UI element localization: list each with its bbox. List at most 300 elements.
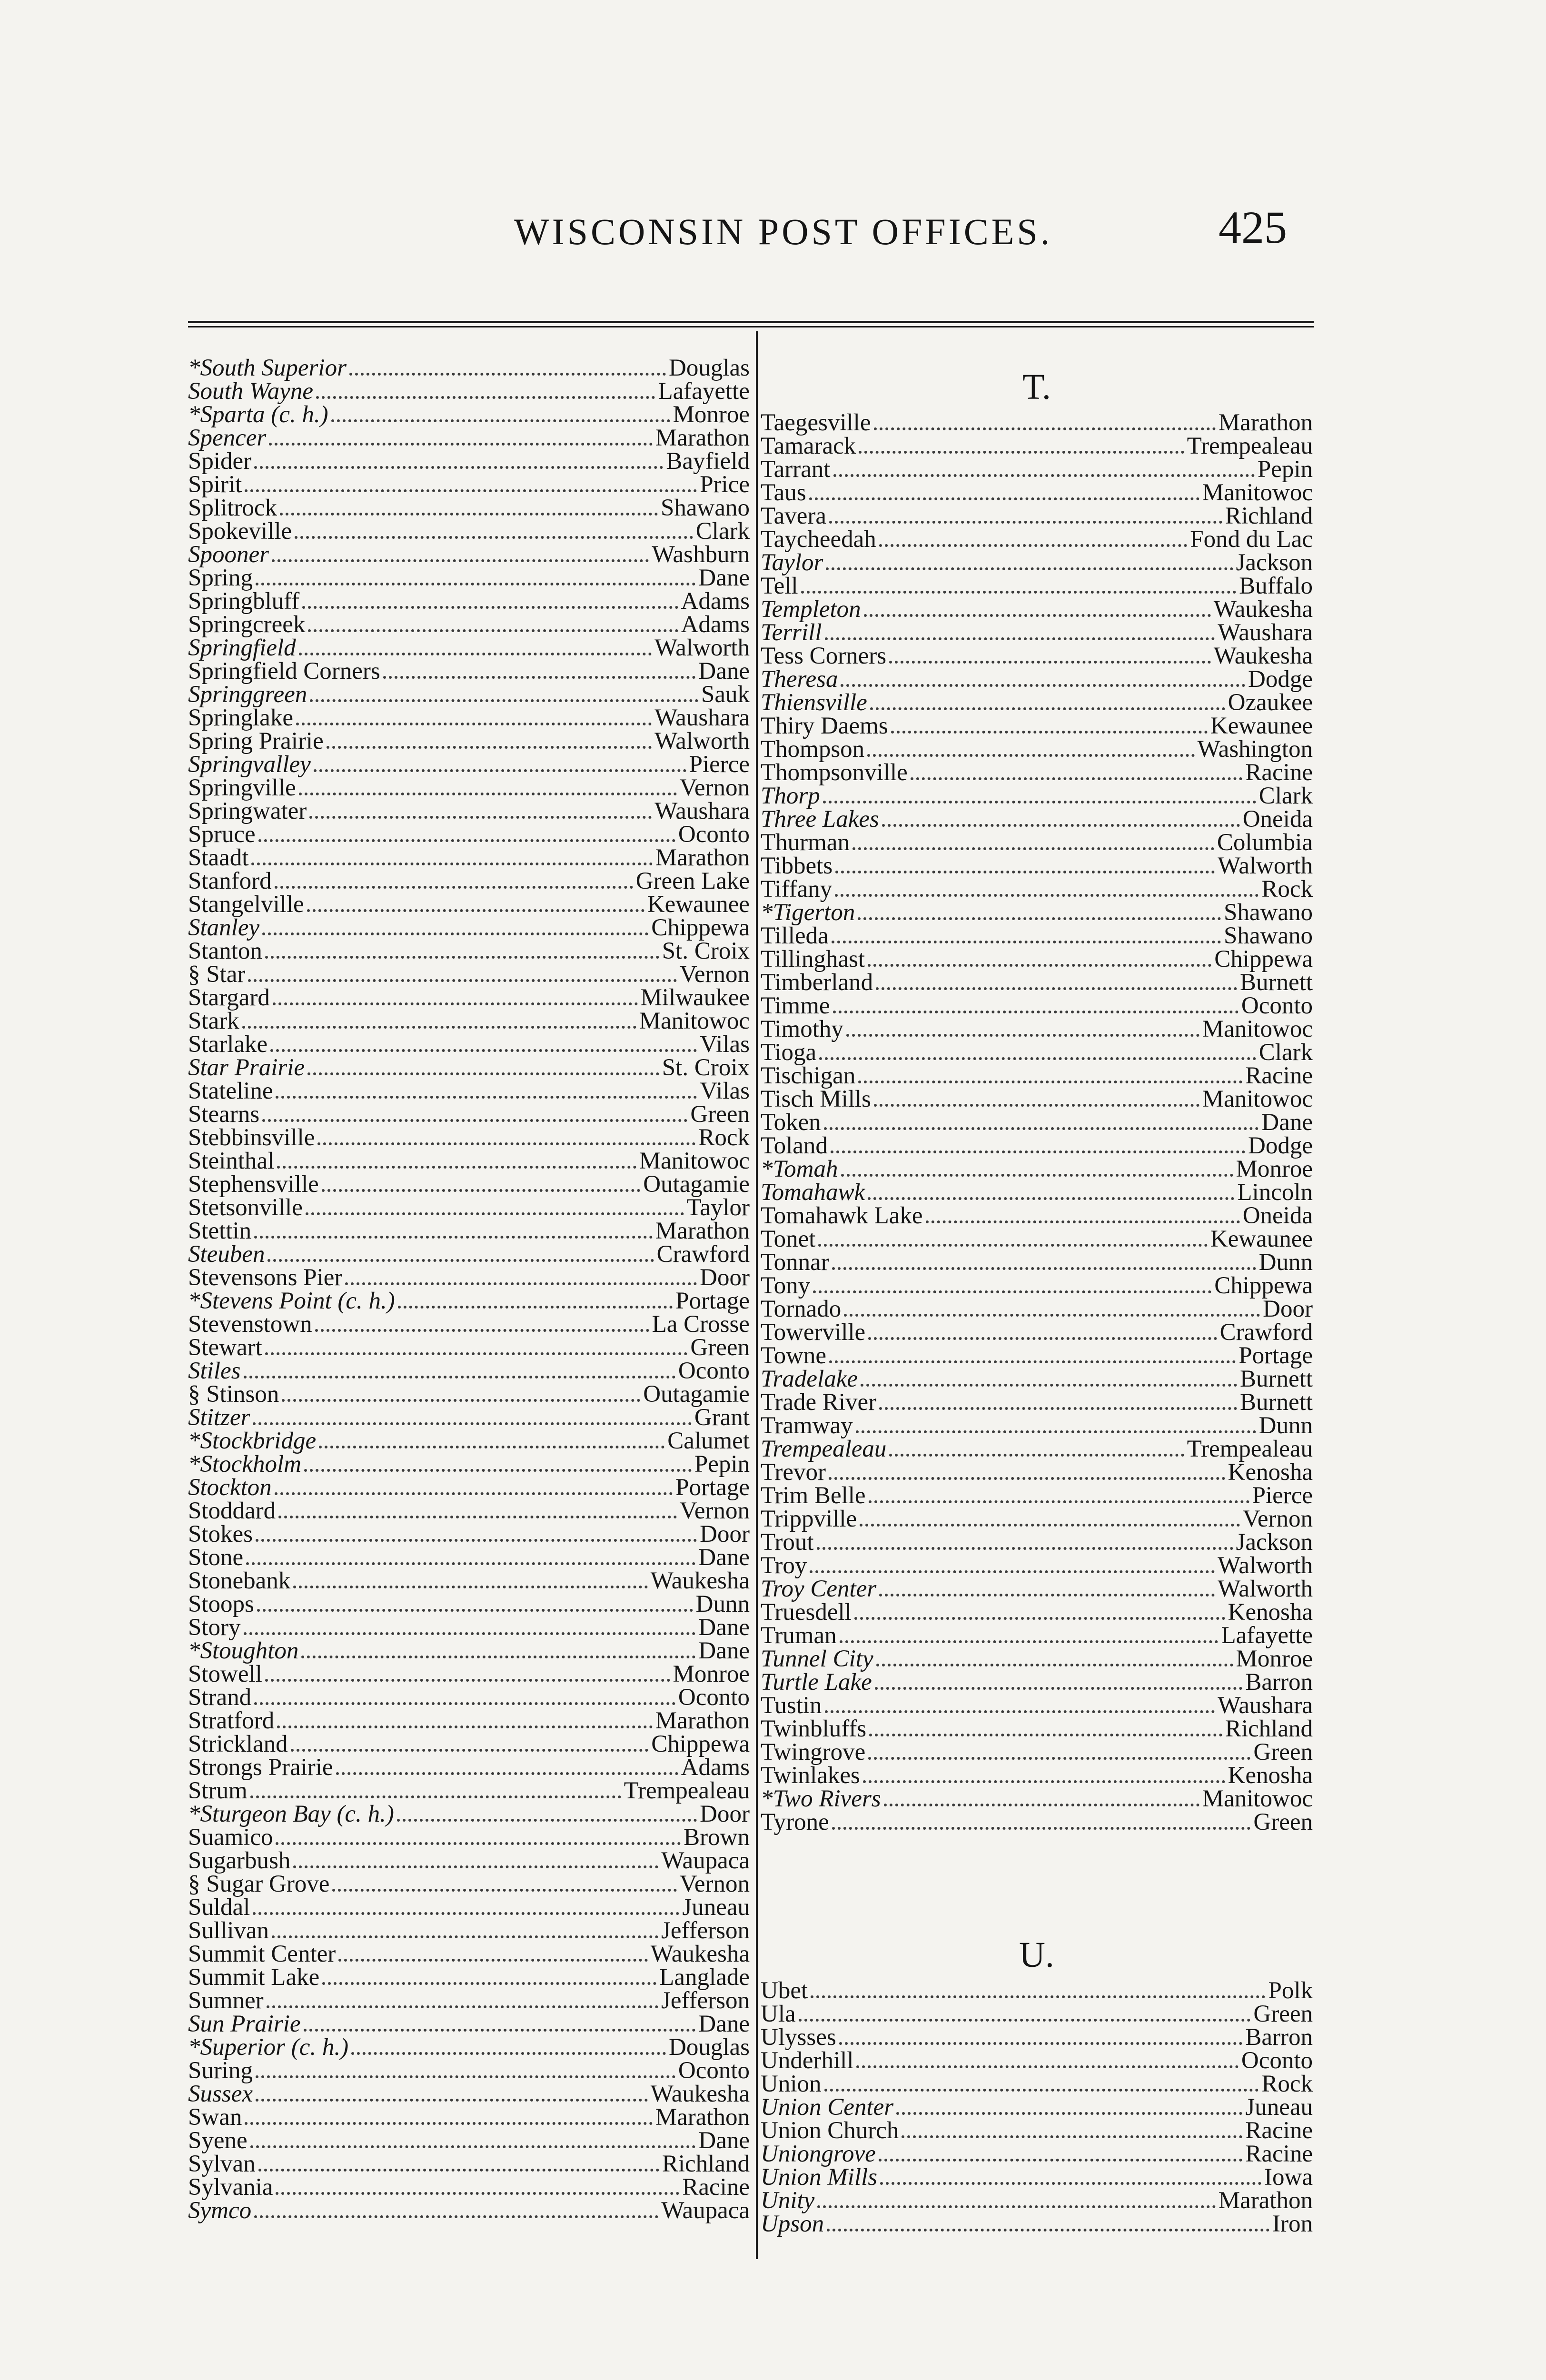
post-office-name: Sullivan	[188, 1917, 269, 1944]
post-office-name: Tell	[761, 573, 798, 599]
post-office-name: Stark	[188, 1008, 239, 1034]
post-office-entry	[761, 969, 1313, 996]
post-office-entry	[761, 2213, 1313, 2236]
post-office-entry	[188, 541, 750, 568]
dot-leader	[265, 1679, 670, 1682]
county-name: Racine	[682, 2174, 750, 2201]
county-name: Dodge	[1248, 1132, 1313, 1159]
post-office-name: Tony	[761, 1272, 811, 1299]
post-office-name: Sun Prairie	[188, 2011, 301, 2037]
post-office-name: Tillinghast	[761, 946, 865, 972]
post-office-name: Strand	[188, 1684, 252, 1711]
post-office-name: *Stevens Point (c. h.)	[188, 1288, 395, 1314]
county-name: St. Croix	[662, 1054, 750, 1081]
county-name: Racine	[1245, 2141, 1313, 2167]
county-name: Dane	[698, 658, 750, 684]
post-office-name: Truman	[761, 1622, 837, 1649]
dot-leader	[308, 629, 678, 632]
post-office-name: Steinthal	[188, 1148, 275, 1174]
post-office-name: *Stockholm	[188, 1451, 301, 1478]
dot-leader	[254, 1236, 653, 1239]
post-office-entry	[761, 1622, 1313, 1649]
post-office-entry	[761, 922, 1313, 949]
dot-leader	[832, 1267, 1256, 1270]
county-name: Shawano	[661, 495, 750, 521]
post-office-name: Swan	[188, 2104, 242, 2131]
post-office-name: Tonnar	[761, 1249, 829, 1276]
county-name: Monroe	[673, 401, 750, 428]
county-name: Waukesha	[1213, 643, 1313, 669]
dot-leader	[868, 1757, 1250, 1760]
dot-leader	[825, 1710, 1215, 1713]
post-office-name: Twinbluffs	[761, 1716, 867, 1742]
post-office-name: Stratford	[188, 1707, 275, 1734]
dot-leader	[852, 847, 1214, 850]
county-name: Vernon	[1242, 1506, 1313, 1532]
post-office-entry	[188, 1124, 750, 1151]
county-name: Walworth	[654, 635, 750, 661]
county-name: Oconto	[678, 1684, 750, 1711]
dot-leader	[868, 1337, 1217, 1340]
county-name: Dodge	[1248, 666, 1313, 693]
post-office-entry	[188, 681, 750, 708]
dot-leader	[869, 1734, 1222, 1736]
county-name: Waupaca	[661, 2197, 750, 2224]
post-office-name: Thorp	[761, 783, 820, 809]
county-name: Marathon	[655, 1218, 750, 1244]
post-office-name: Syene	[188, 2127, 248, 2154]
dot-leader	[310, 699, 698, 702]
county-name: Vilas	[700, 1078, 750, 1104]
post-office-name: Terrill	[761, 619, 822, 646]
dot-leader	[926, 1220, 1240, 1223]
dot-leader	[276, 1842, 681, 1845]
post-office-name: Thiry Daems	[761, 713, 888, 739]
post-office-entry	[761, 1438, 1313, 1461]
post-office-entry	[188, 520, 750, 544]
post-office-name: *Sparta (c. h.)	[188, 401, 328, 428]
county-name: Manitowoc	[1202, 1016, 1313, 1042]
post-office-entry	[188, 1334, 750, 1361]
post-office-entry	[188, 870, 750, 893]
dot-leader	[911, 777, 1243, 780]
post-office-name: Taegesville	[761, 409, 871, 436]
county-name: Vernon	[679, 1871, 750, 1897]
post-office-entry	[761, 1671, 1313, 1695]
post-office-name: Springfield	[188, 635, 296, 661]
post-office-entry	[188, 963, 750, 987]
dot-leader	[254, 2215, 658, 2218]
post-office-entry	[761, 2143, 1313, 2166]
post-office-entry	[188, 1080, 750, 1103]
post-office-name: Starlake	[188, 1031, 268, 1058]
dot-leader	[835, 894, 1259, 897]
post-office-name: Stevensons Pier	[188, 1264, 343, 1291]
dot-leader	[257, 1609, 693, 1612]
post-office-entry	[761, 1648, 1313, 1671]
county-name: Jackson	[1236, 549, 1313, 576]
post-office-name: Tomahawk	[761, 1179, 865, 1206]
post-office-entry	[761, 1251, 1313, 1275]
county-name: Clark	[1259, 1039, 1313, 1066]
dot-leader	[275, 1492, 673, 1495]
county-name: Sauk	[701, 681, 750, 708]
dot-leader	[291, 1749, 649, 1752]
post-office-name: Springlake	[188, 704, 293, 731]
dot-leader	[826, 567, 1233, 570]
dot-leader	[818, 1244, 1207, 1247]
post-office-entry	[761, 575, 1313, 598]
post-office-entry	[761, 549, 1313, 576]
section-heading-u: U.	[1019, 1934, 1054, 1975]
post-office-entry	[188, 1637, 750, 1664]
dot-leader	[876, 987, 1237, 990]
county-name: Oconto	[678, 821, 750, 848]
post-office-entry	[188, 1686, 750, 1710]
post-office-entry	[188, 1313, 750, 1337]
county-name: Walworth	[1218, 1576, 1313, 1602]
county-name: Buffalo	[1239, 573, 1313, 599]
dot-leader	[859, 451, 1184, 454]
post-office-entry	[761, 1692, 1313, 1719]
county-name: Marathon	[655, 844, 750, 871]
dot-leader	[823, 801, 1256, 803]
dot-leader	[304, 1469, 692, 1472]
post-office-name: Ubet	[761, 1977, 808, 2004]
post-office-entry	[188, 1803, 750, 1826]
post-office-name: § Star	[188, 961, 246, 988]
post-office-entry	[761, 458, 1313, 482]
county-name: Trempealeau	[1187, 433, 1313, 459]
post-office-entry	[188, 1873, 750, 1896]
post-office-entry	[761, 1741, 1313, 1765]
county-name: Kewaunee	[647, 891, 750, 918]
post-office-name: Stoops	[188, 1591, 254, 1617]
county-name: Portage	[675, 1474, 750, 1501]
dot-leader	[349, 373, 666, 376]
post-office-entry	[188, 1194, 750, 1221]
post-office-name: Spring	[188, 565, 253, 591]
county-name: Fond du Lac	[1190, 526, 1313, 553]
county-name: Oconto	[678, 1358, 750, 1384]
dot-leader	[860, 1524, 1240, 1527]
post-office-entry	[188, 2197, 750, 2224]
post-office-name: Truesdell	[761, 1599, 852, 1626]
county-name: Vernon	[679, 774, 750, 801]
dot-leader	[256, 2099, 648, 2102]
county-name: Waukesha	[650, 2081, 750, 2107]
county-name: Burnett	[1240, 969, 1313, 996]
post-office-name: Thompson	[761, 736, 865, 763]
post-office-entry	[761, 1158, 1313, 1181]
post-office-entry	[761, 1482, 1313, 1509]
post-office-entry	[761, 785, 1313, 808]
county-name: Oconto	[678, 2057, 750, 2084]
dot-leader	[863, 1780, 1225, 1783]
post-office-name: Stebbinsville	[188, 1124, 315, 1151]
county-name: Jefferson	[661, 1917, 750, 1944]
post-office-name: Toland	[761, 1132, 828, 1159]
county-name: Washington	[1197, 736, 1313, 763]
post-office-entry	[188, 730, 750, 754]
county-name: Dane	[698, 565, 750, 591]
dot-leader	[272, 559, 649, 562]
dot-leader	[902, 2135, 1242, 2138]
dot-leader	[253, 1912, 679, 1915]
post-office-entry	[188, 1826, 750, 1850]
post-office-name: Underhill	[761, 2047, 854, 2074]
post-office-entry	[761, 878, 1313, 902]
post-office-name: Tibbets	[761, 853, 833, 879]
post-office-entry	[188, 1943, 750, 1966]
post-office-entry	[761, 1578, 1313, 1601]
county-name: Lafayette	[1221, 1622, 1313, 1649]
post-office-name: Sylvan	[188, 2151, 256, 2177]
post-office-name: Stiles	[188, 1358, 241, 1384]
section-t-entries	[761, 409, 1313, 1835]
county-name: Kenosha	[1228, 1599, 1313, 1626]
county-name: Barron	[1245, 1669, 1313, 1696]
dot-leader	[307, 909, 644, 912]
county-name: Chippewa	[1214, 1272, 1313, 1299]
post-office-name: Timme	[761, 992, 830, 1019]
county-name: Green	[1253, 1739, 1313, 1765]
post-office-entry	[188, 660, 750, 684]
post-office-entry	[188, 1707, 750, 1734]
post-office-name: Tomahawk Lake	[761, 1202, 923, 1229]
county-name: Marathon	[655, 2104, 750, 2131]
post-office-entry	[188, 1616, 750, 1640]
dot-leader	[875, 1687, 1243, 1690]
dot-leader	[841, 1174, 1233, 1177]
post-office-entry	[188, 704, 750, 731]
post-office-entry	[761, 1977, 1313, 2004]
post-office-name: Ulysses	[761, 2024, 836, 2051]
dot-leader	[829, 521, 1222, 524]
post-office-name: Trempealeau	[761, 1436, 887, 1462]
dot-leader	[858, 1081, 1242, 1083]
dot-leader	[801, 591, 1237, 594]
county-name: Oconto	[1241, 2047, 1313, 2074]
dot-leader	[295, 536, 693, 539]
post-office-entry	[761, 1018, 1313, 1041]
post-office-entry	[188, 401, 750, 428]
post-office-name: Staadt	[188, 844, 249, 871]
post-office-entry	[188, 1917, 750, 1944]
post-office-name: Springville	[188, 774, 296, 801]
county-name: Door	[700, 1521, 750, 1547]
county-name: Burnett	[1240, 1389, 1313, 1416]
county-name: Rock	[698, 1124, 750, 1151]
post-office-entry	[188, 1264, 750, 1291]
dot-leader	[299, 653, 652, 655]
post-office-entry	[188, 1220, 750, 1243]
post-office-name: Timothy	[761, 1016, 843, 1042]
dot-leader	[256, 583, 695, 585]
header-double-rule	[188, 321, 1314, 327]
dot-leader	[829, 1360, 1236, 1363]
post-office-entry	[761, 1531, 1313, 1555]
county-name: Monroe	[1236, 1156, 1313, 1182]
post-office-name: Stanley	[188, 914, 260, 941]
dot-leader	[296, 723, 652, 725]
post-office-entry	[761, 1508, 1313, 1531]
post-office-entry	[761, 1391, 1313, 1415]
dot-leader	[304, 2029, 696, 2032]
post-office-name: Springcreek	[188, 611, 306, 638]
post-office-name: Stearns	[188, 1101, 260, 1128]
county-name: Dane	[698, 1614, 750, 1641]
post-office-name: Stewart	[188, 1334, 262, 1361]
dot-leader	[861, 1384, 1237, 1387]
post-office-name: *Two Rivers	[761, 1785, 881, 1812]
post-office-name: Suring	[188, 2057, 253, 2084]
dot-leader	[867, 754, 1194, 757]
dot-leader	[278, 1516, 677, 1518]
post-office-name: Turtle Lake	[761, 1669, 872, 1696]
county-name: Juneau	[1245, 2094, 1313, 2121]
post-office-entry	[761, 1181, 1313, 1205]
dot-leader	[876, 1664, 1233, 1666]
dot-leader	[307, 1072, 659, 1075]
dot-leader	[262, 1119, 687, 1122]
post-office-entry	[761, 829, 1313, 856]
dot-leader	[265, 1352, 688, 1355]
post-office-entry	[761, 435, 1313, 458]
county-name: Green	[1253, 1809, 1313, 1835]
dot-leader	[327, 746, 652, 749]
post-office-entry	[761, 1272, 1313, 1299]
post-office-name: Stockton	[188, 1474, 272, 1501]
post-office-name: Spooner	[188, 541, 269, 568]
post-office-name: Stephensville	[188, 1171, 319, 1198]
county-name: Jefferson	[661, 1987, 750, 2014]
post-office-entry	[761, 808, 1313, 832]
county-name: Lincoln	[1237, 1179, 1313, 1206]
county-name: Columbia	[1217, 829, 1313, 856]
post-office-entry	[188, 1243, 750, 1267]
post-office-name: Tornado	[761, 1296, 842, 1322]
county-name: Crawford	[656, 1241, 750, 1268]
post-office-name: Trade River	[761, 1389, 877, 1416]
dot-leader	[832, 1827, 1251, 1830]
county-name: Chippewa	[1214, 946, 1313, 972]
post-office-name: Symco	[188, 2197, 252, 2224]
post-office-name: South Wayne	[188, 378, 313, 405]
post-office-entry	[188, 823, 750, 847]
section-heading-t: T.	[1022, 367, 1051, 407]
post-office-name: *Stockbridge	[188, 1428, 317, 1454]
post-office-name: Sussex	[188, 2081, 253, 2107]
post-office-entry	[188, 590, 750, 614]
county-name: Calumet	[667, 1428, 750, 1454]
post-office-name: Stettin	[188, 1218, 252, 1244]
county-name: Juneau	[682, 1894, 750, 1921]
county-name: Racine	[1245, 1062, 1313, 1089]
dot-leader	[265, 956, 659, 959]
county-name: Walworth	[1218, 1552, 1313, 1579]
dot-leader	[253, 1422, 692, 1425]
post-office-name: Tess Corners	[761, 643, 887, 669]
post-office-entry	[761, 689, 1313, 716]
post-office-entry	[188, 774, 750, 801]
county-name: Waukesha	[650, 1941, 750, 1967]
post-office-entry	[188, 1010, 750, 1033]
dot-leader	[846, 1034, 1199, 1037]
post-office-name: Spokeville	[188, 518, 292, 545]
dot-leader	[245, 2122, 652, 2125]
post-office-entry	[761, 1718, 1313, 1741]
post-office-entry	[188, 1896, 750, 1920]
post-office-entry	[761, 899, 1313, 926]
post-office-name: Tilleda	[761, 922, 829, 949]
post-office-entry	[188, 800, 750, 823]
post-office-name: Token	[761, 1109, 821, 1136]
right-column	[761, 362, 1313, 2236]
post-office-name: Stoddard	[188, 1497, 276, 1524]
post-office-entry	[188, 1544, 750, 1571]
post-office-name: Theresa	[761, 666, 838, 693]
post-office-entry	[188, 1453, 750, 1477]
county-name: Price	[700, 471, 750, 498]
post-office-entry	[188, 940, 750, 963]
post-office-name: Tisch Mills	[761, 1086, 871, 1112]
post-office-name: Stetsonville	[188, 1194, 303, 1221]
post-office-entry	[761, 2166, 1313, 2190]
dot-leader	[383, 676, 696, 679]
county-name: Jackson	[1236, 1529, 1313, 1556]
post-office-name: Unity	[761, 2187, 815, 2214]
dot-leader	[322, 1189, 640, 1192]
post-office-name: Suamico	[188, 1824, 273, 1851]
county-name: Milwaukee	[640, 984, 750, 1011]
post-office-name: Timberland	[761, 969, 873, 996]
dot-leader	[882, 824, 1240, 827]
county-name: Lafayette	[658, 378, 750, 405]
county-name: Door	[1263, 1296, 1313, 1322]
post-office-name: Tamarack	[761, 433, 856, 459]
post-office-name: Tavera	[761, 503, 826, 529]
county-name: La Crosse	[652, 1311, 750, 1338]
post-office-entry	[188, 1523, 750, 1547]
dot-leader	[262, 932, 648, 935]
post-office-name: Stowell	[188, 1661, 262, 1687]
post-office-entry	[761, 1762, 1313, 1789]
column-divider	[756, 331, 758, 2259]
dot-leader	[268, 1259, 654, 1262]
county-name: Waukesha	[1213, 596, 1313, 623]
county-name: Dunn	[695, 1591, 750, 1617]
county-name: Vernon	[679, 961, 750, 988]
post-office-entry	[188, 471, 750, 498]
post-office-entry	[188, 1777, 750, 1804]
dot-leader	[267, 2005, 658, 2008]
post-office-entry	[761, 645, 1313, 668]
county-name: Green	[690, 1101, 750, 1128]
dot-leader	[870, 707, 1225, 710]
dot-leader	[270, 1049, 697, 1052]
county-name: Manitowoc	[1202, 479, 1313, 506]
dot-leader	[301, 1656, 695, 1658]
dot-leader	[256, 2075, 675, 2078]
post-office-entry	[761, 1132, 1313, 1159]
post-office-entry	[188, 357, 750, 380]
dot-leader	[880, 2182, 1261, 2185]
post-office-entry	[188, 1360, 750, 1383]
page-number: 425	[1219, 202, 1287, 253]
county-name: Douglas	[669, 355, 750, 381]
county-name: Outagamie	[643, 1171, 750, 1198]
